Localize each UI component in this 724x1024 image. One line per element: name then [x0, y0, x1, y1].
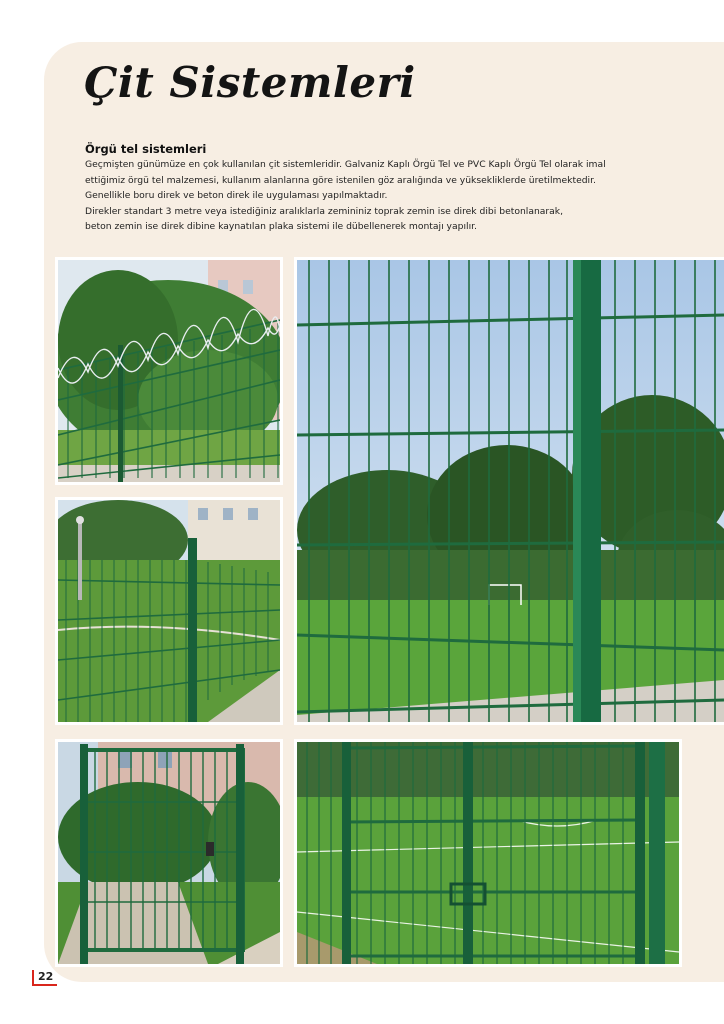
paragraph-line: Genellikle boru direk ve beton direk ile uygulaması yapılmaktadır.	[85, 190, 388, 202]
paragraph-line: Direkler standart 3 metre veya istediğiniz aralıklarla zemininiz toprak zemin ise direk dibi betonlanarak,	[85, 205, 564, 217]
section-body	[85, 157, 685, 235]
photo-garden-gate	[58, 742, 280, 964]
photo-football-field-fence	[297, 260, 724, 722]
section-heading: Örgü tel sistemleri	[85, 142, 207, 156]
photo-razor-wire-fence	[58, 260, 280, 482]
photo-panel-fence-post	[58, 500, 280, 722]
page-title: Çit Sistemleri	[84, 58, 416, 107]
paragraph-line: beton zemin ise direk dibine kaynatılan plaka sistemi ile dübellenerek montajı yapılır.	[85, 221, 477, 233]
paragraph-line: ettiğimiz örgü tel malzemesi, kullanım alanlarına göre istenilen göz aralığında ve yüksekliklerde üretilmektedir.	[85, 174, 596, 186]
photo-field-double-gate	[297, 742, 679, 964]
page-number: 22	[32, 970, 57, 986]
paragraph-line: Geçmişten günümüze en çok kullanılan çit sistemleridir. Galvaniz Kaplı Örgü Tel ve PVC Kaplı Örgü Tel olarak imal	[85, 159, 606, 170]
